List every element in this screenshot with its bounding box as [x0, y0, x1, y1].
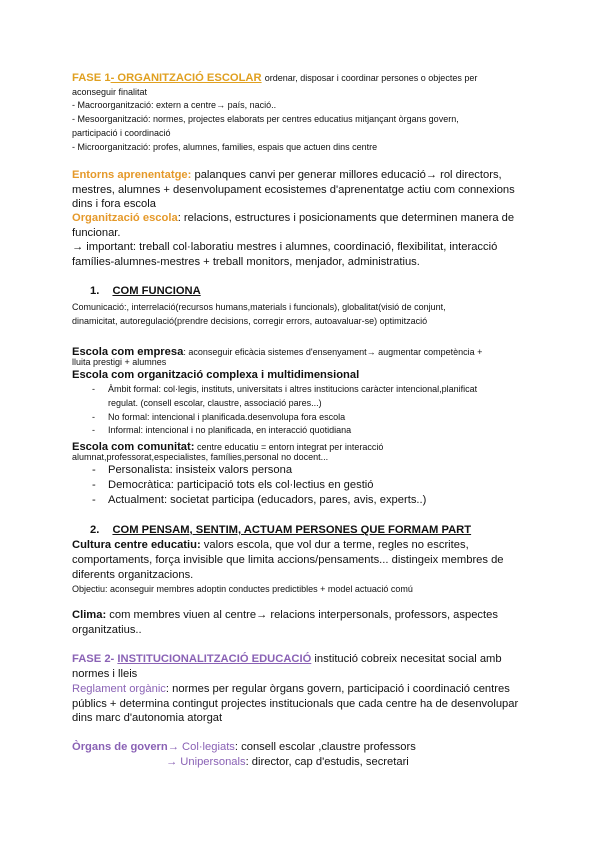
fase1-heading — [72, 72, 477, 84]
entorns-line3: dins i fora escola — [72, 198, 156, 210]
organs-arrow: → — [167, 741, 183, 753]
sec1-line1: Comunicació:, interrelació(recursos humans,materials i funcionals), globalitat(visió de conjunt, — [72, 302, 446, 312]
cultura-line1 — [72, 539, 469, 551]
comunitat-label: Escola com comunitat: — [72, 441, 195, 453]
sec2-num: 2. — [90, 524, 100, 536]
fase2-title: FASE 2- — [72, 653, 115, 665]
entorns-label: Entorns aprenentatge: — [72, 169, 192, 181]
sec1-line2: dinamicitat, autoregulació(prendre decisions, corregir errors, autoavaluar-se) optimització — [72, 316, 428, 326]
complexa-item-formal-cont: regulat. (consell escolar, claustre, associació pares...) — [108, 398, 322, 408]
fase1-item-meso-cont: participació i coordinació — [72, 128, 171, 138]
comunitat-bullet-2: - — [92, 479, 96, 491]
sec1-num: 1. — [90, 285, 100, 297]
entorns-line1 — [72, 169, 502, 181]
organs-colegiats-text: : consell escolar ,claustre professors — [234, 741, 416, 753]
complexa-bullet-1: - — [92, 384, 95, 394]
fase2-heading — [72, 653, 502, 665]
complexa-item-informal: Informal: intencional i no planificada, en interacció quotidiana — [108, 425, 352, 435]
cultura-line3: diferents organitzacions. — [72, 569, 194, 581]
reglament-text1: : normes per regular òrgans govern, participació i coordinació centres — [165, 683, 510, 695]
fase2-title-link: INSTITUCIONALITZACIÓ EDUCACIÓ — [117, 653, 312, 665]
organs-unipersonals-label: Unipersonals — [180, 756, 246, 768]
comunitat-item-democratica: Democràtica: participació tots els col·lectius en gestió — [108, 479, 374, 491]
clima-line1 — [72, 609, 498, 621]
organs-uni-arrow: → — [166, 756, 181, 768]
sec1-title: COM FUNCIONA — [112, 285, 201, 297]
cultura-label: Cultura centre educatiu: — [72, 539, 201, 551]
entorns-line2: mestres, alumnes + desenvolupament ecosistemes d'aprenentatge actiu com connexions — [72, 184, 515, 196]
organs-colegiats-label: Col·legiats — [182, 741, 235, 753]
comunitat-item-actualment: Actualment: societat participa (educadors, pares, avis, experts..) — [108, 494, 427, 506]
fase1-item-meso: - Mesoorganització: normes, projectes elaborats per centres educatius mitjançant òrgans govern, — [72, 114, 459, 124]
fase1-desc: ordenar, disposar i coordinar persones o objectes per — [264, 73, 478, 83]
reglament-line3: dins marc d'autonomia atorgat — [72, 712, 223, 724]
empresa-text2: lluita prestigi + alumnes — [72, 357, 167, 367]
complexa-item-formal: Àmbit formal: col·legis, instituts, universitats i altres institucions caràcter intencional,planificat — [108, 384, 478, 394]
empresa-text: : aconseguir eficàcia sistemes d'ensenyament→ augmentar competència + — [183, 347, 483, 357]
complexa-label: Escola com organització complexa i multidimensional — [72, 369, 360, 381]
comunitat-bullet-3: - — [92, 494, 96, 506]
organitzacio-line4: famílies-alumnes-mestres + treball monitors, menjador, administratius. — [72, 256, 420, 268]
organs-line1 — [72, 741, 416, 753]
fase1-desc2: aconseguir finalitat — [72, 87, 148, 97]
comunitat-bullet-1: - — [92, 464, 96, 476]
complexa-bullet-3: - — [92, 425, 95, 435]
sec2-title: COM PENSAM, SENTIM, ACTUAM PERSONES QUE FORMAM PART — [112, 524, 472, 536]
sec1-heading — [90, 285, 201, 297]
cultura-objectiu: Objectiu: aconseguir membres adoptin conductes predictibles + model actuació comú — [72, 584, 413, 594]
sec2-heading — [90, 524, 471, 536]
organs-unipersonals-text: : director, cap d'estudis, secretari — [245, 756, 409, 768]
complexa-item-noformal: No formal: intencional i planificada.desenvolupa fora escola — [108, 412, 346, 422]
complexa-bullet-2: - — [92, 412, 95, 422]
reglament-line2: públics + determina contingut projectes institucionals que cada centre ha de desenvolupar — [72, 698, 519, 710]
reglament-label: Reglament orgànic — [72, 683, 166, 695]
organs-line2 — [166, 756, 409, 768]
organitzacio-label: Organització escola — [72, 212, 178, 224]
organitzacio-text1: : relacions, estructures i posicionaments que determinen manera de — [177, 212, 515, 224]
empresa-label: Escola com empresa — [72, 346, 184, 358]
clima-line2: organitzatius.. — [72, 624, 142, 636]
fase2-desc: institució cobreix necesitat social amb — [311, 653, 502, 665]
clima-label: Clima: — [72, 609, 107, 621]
fase1-item-micro: - Microorganització: profes, alumnes, families, espais que actuen dins centre — [72, 142, 378, 152]
organitzacio-line2: funcionar. — [72, 227, 121, 239]
fase1-title-link: - ORGANITZACIÓ ESCOLAR — [110, 72, 262, 84]
cultura-text1: valors escola, que vol dur a terme, regles no escrites, — [200, 539, 469, 551]
reglament-line1 — [72, 683, 510, 695]
organitzacio-line3: → important: treball col·laboratiu mestres i alumnes, coordinació, flexibilitat, interacció — [72, 241, 498, 253]
comunitat-item-personalista: Personalista: insisteix valors persona — [108, 464, 293, 476]
clima-text1: com membres viuen al centre→ relacions interpersonals, professors, aspectes — [106, 609, 498, 621]
entorns-text1: palanques canvi per generar millores educació→ rol directors, — [191, 169, 502, 181]
fase1-title: FASE 1 — [72, 72, 111, 84]
fase2-desc2: normes i lleis — [72, 668, 138, 680]
organitzacio-line1 — [72, 212, 514, 224]
comunitat-text: centre educatiu = entorn integrat per interacció — [194, 442, 384, 452]
organs-label: Òrgans de govern — [72, 741, 168, 753]
cultura-line2: comportaments, força invisible que limita accions/pensaments... distingeix membres de — [72, 554, 504, 566]
comunitat-text2: alumnat,professorat,especialistes, famílies,personal no docent... — [72, 452, 329, 462]
fase1-item-macro: - Macroorganització: extern a centre→ país, nació.. — [72, 100, 277, 110]
